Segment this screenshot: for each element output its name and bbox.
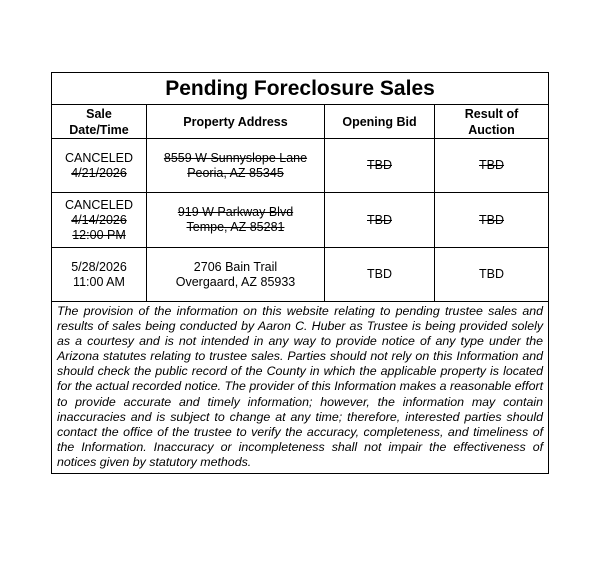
address-cell: [147, 193, 325, 248]
table-row: [52, 193, 549, 248]
header-line: Auction: [468, 122, 515, 137]
header-line: Opening Bid: [342, 114, 417, 129]
opening-bid-cell: TBD: [325, 193, 435, 248]
sale-date: 5/28/2026: [71, 259, 127, 274]
header-line: Property Address: [183, 114, 288, 129]
header-opening-bid: [325, 105, 435, 139]
sale-date-cell: [52, 139, 147, 193]
result-cell: TBD: [435, 193, 549, 248]
address-line1: 2706 Bain Trail: [193, 259, 278, 274]
header-property-address: [147, 105, 325, 139]
header-result-of-auction: [435, 105, 549, 139]
sales-table: [51, 72, 549, 474]
header-line: Result of: [464, 106, 519, 121]
disclaimer-notice: [52, 302, 549, 474]
sale-date-cell: [52, 248, 147, 302]
sale-date-cell: [52, 193, 147, 248]
sale-time: 11:00 AM: [73, 274, 125, 289]
disclaimer-text: The provision of the information on this website relating to pending trustee sales and results of sales being conducted by Aaron C. Huber as Trustee is being provided solely as a courtesy and is not intended in any way to provide notice of any type under the Arizona statutes relating to trustee sales. Parties should not rely on this Information and should check the public record of the County in which the applicable property is located for the actual recorded notice. The provider of this Information makes a reasonable effort to provide accurate and timely information; however, the information may contain inaccuracies and is subject to change at any time; therefore, interested parties should contact the office of the trustee to verify the accuracy, completeness, and timeliness of the Information. Inaccuracy or incompleteness shall not impair the effectiveness of notices given by statutory methods.: [57, 304, 544, 469]
header-sale-date-time: [52, 105, 147, 139]
address-cell: [147, 139, 325, 193]
address-line2: Peoria, AZ 85345: [187, 165, 284, 180]
address-line2: Tempe, AZ 85281: [186, 220, 285, 234]
address-line2: Overgaard, AZ 85933: [175, 274, 296, 289]
result-cell: TBD: [435, 248, 549, 302]
page-title: Pending Foreclosure Sales: [52, 73, 549, 105]
foreclosure-sheet: [51, 72, 548, 474]
address-line1: 919 W Parkway Blvd: [177, 205, 294, 219]
address-line1: 8559 W Sunnyslope Lane: [163, 150, 308, 165]
sale-time: 12:00 PM: [72, 227, 126, 242]
result-cell: TBD: [435, 139, 549, 193]
table-row: [52, 248, 549, 302]
sale-status: CANCELED: [64, 197, 134, 212]
sale-date: 4/21/2026: [71, 165, 127, 180]
opening-bid-cell: TBD: [325, 139, 435, 193]
header-line: Sale: [86, 106, 112, 121]
sale-date: 4/14/2026: [71, 212, 127, 227]
opening-bid-cell: TBD: [325, 248, 435, 302]
header-line: Date/Time: [69, 122, 129, 137]
sale-status: CANCELED: [64, 150, 134, 165]
address-cell: [147, 248, 325, 302]
table-row: [52, 139, 549, 193]
